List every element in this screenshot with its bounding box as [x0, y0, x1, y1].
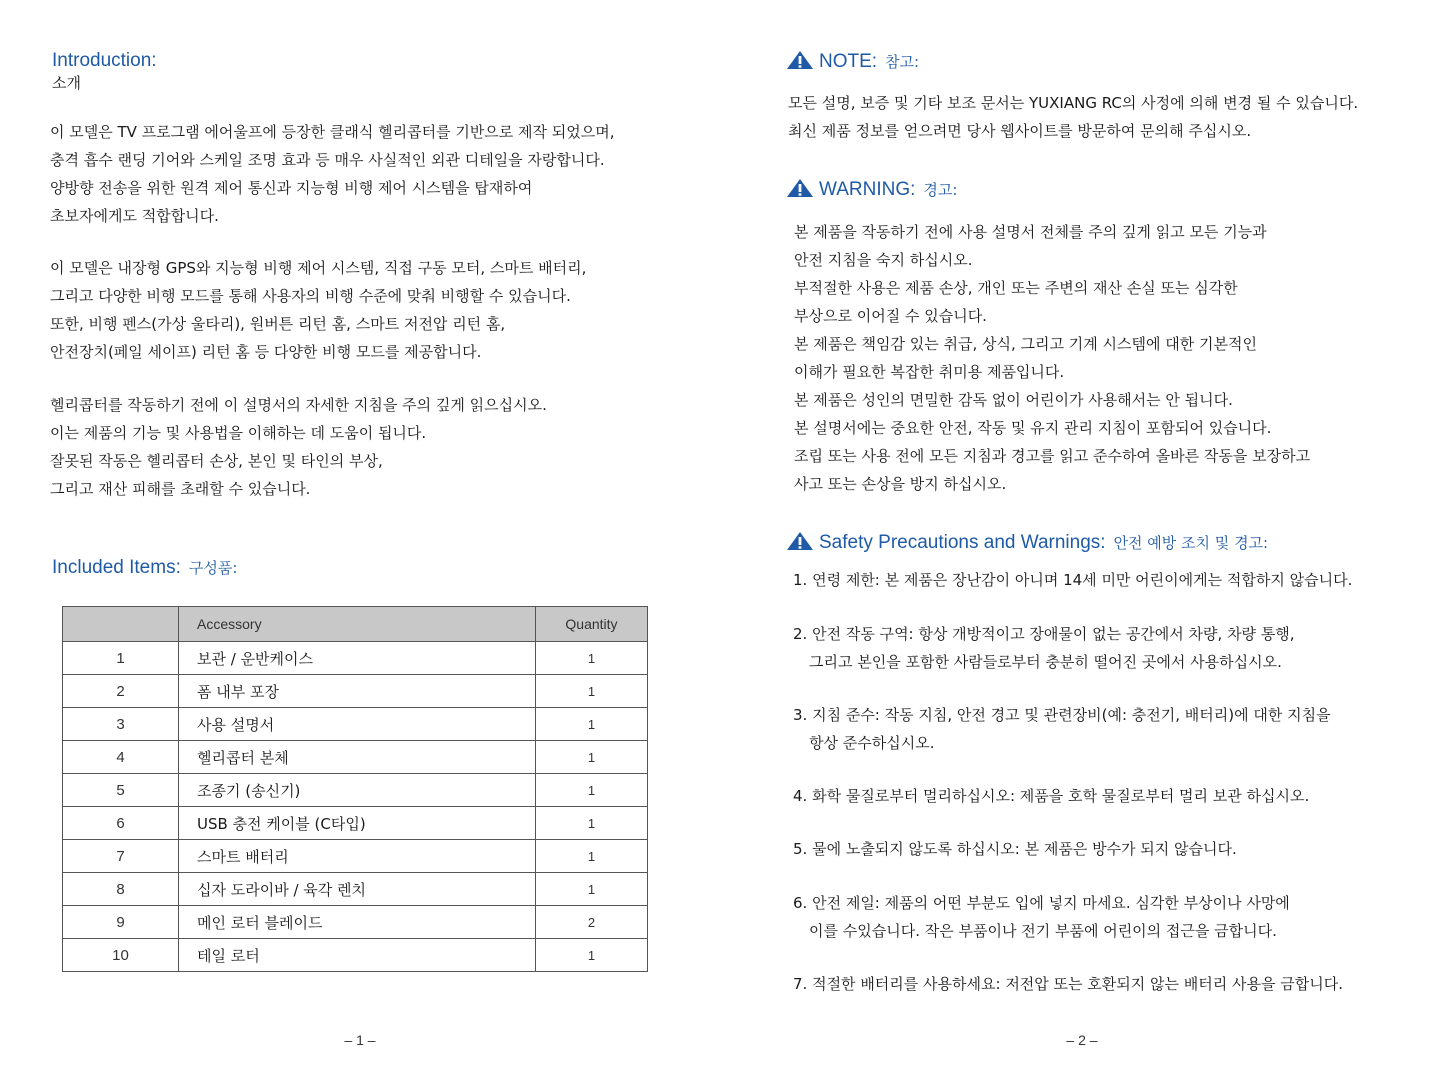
- text-line: 조립 또는 사용 전에 모든 지침과 경고를 읽고 준수하여 올바른 작동을 보장하고: [794, 447, 1311, 465]
- item-number: 1: [63, 642, 179, 675]
- text-line: 본 제품을 작동하기 전에 사용 설명서 전체를 주의 깊게 읽고 모든 기능과: [794, 223, 1267, 241]
- warning-triangle-icon: [786, 531, 814, 557]
- text-line: 사고 또는 손상을 방지 하십시오.: [794, 475, 1007, 493]
- text-line: 또한, 비행 펜스(가상 울타리), 원버튼 리턴 홈, 스마트 저전압 리턴 홈,: [50, 315, 506, 333]
- item-name: 폼 내부 포장: [179, 675, 536, 708]
- text-line: 본 설명서에는 중요한 안전, 작동 및 유지 관리 지침이 포함되어 있습니다.: [794, 419, 1272, 437]
- item-name: 테일 로터: [179, 939, 536, 972]
- item-name: USB 충전 케이블 (C타입): [179, 807, 536, 840]
- safety-title: Safety Precautions and Warnings:: [819, 532, 1106, 553]
- page-number: – 2 –: [1066, 1032, 1098, 1048]
- text-line: 부적절한 사용은 제품 손상, 개인 또는 주변의 재산 손실 또는 심각한: [794, 279, 1238, 297]
- list-item-line: 그리고 본인을 포함한 사람들로부터 충분히 떨어진 곳에서 사용하십시오.: [809, 653, 1282, 671]
- col-header-accessory: Accessory: [179, 607, 536, 642]
- page-number: – 1 –: [344, 1032, 376, 1048]
- text-line: 그리고 다양한 비행 모드를 통해 사용자의 비행 수준에 맞춰 비행할 수 있습니다.: [50, 287, 571, 305]
- text-line: 충격 흡수 랜딩 기어와 스케일 조명 효과 등 매우 사실적인 외관 디테일을 자랑합니다.: [50, 151, 605, 169]
- note-title: NOTE:: [819, 51, 878, 72]
- intro-paragraph-1: [50, 118, 615, 230]
- col-header-quantity: Quantity: [536, 607, 648, 642]
- list-item-line: 5. 물에 노출되지 않도록 하십시오: 본 제품은 방수가 되지 않습니다.: [793, 840, 1237, 858]
- item-quantity: 1: [536, 708, 648, 741]
- included-items-table: [62, 606, 648, 972]
- table-row: [63, 741, 648, 774]
- text-line: 안전 지침을 숙지 하십시오.: [794, 251, 973, 269]
- warning-title-ko: 경고:: [923, 181, 958, 199]
- list-item-line: 4. 화학 물질로부터 멀리하십시오: 제품을 호학 물질로부터 멀리 보관 하십시오.: [793, 787, 1310, 805]
- item-quantity: 1: [536, 642, 648, 675]
- item-quantity: 1: [536, 939, 648, 972]
- text-line: 헬리콥터를 작동하기 전에 이 설명서의 자세한 지침을 주의 깊게 읽으십시오.: [50, 396, 547, 414]
- safety-heading: [786, 531, 1268, 557]
- table-row: [63, 774, 648, 807]
- warning-triangle-icon: [786, 178, 814, 204]
- list-item-line: 1. 연령 제한: 본 제품은 장난감이 아니며 14세 미만 어린이에게는 적합하지 않습니다.: [793, 571, 1353, 589]
- list-item: [793, 620, 1295, 676]
- list-item-line: 3. 지침 준수: 작동 지침, 안전 경고 및 관련장비(예: 충전기, 배터리)에 대한 지침을: [793, 706, 1331, 724]
- item-name: 보관 / 운반케이스: [179, 642, 536, 675]
- item-quantity: 1: [536, 840, 648, 873]
- warning-text: [794, 218, 1310, 498]
- list-item: [793, 889, 1290, 945]
- item-quantity: 1: [536, 675, 648, 708]
- list-item: [793, 835, 1237, 863]
- text-line: 안전장치(페일 세이프) 리턴 홈 등 다양한 비행 모드를 제공합니다.: [50, 343, 482, 361]
- intro-title: Introduction:: [52, 50, 157, 71]
- item-number: 7: [63, 840, 179, 873]
- text-line: 이 모델은 TV 프로그램 에어울프에 등장한 클래식 헬리콥터를 기반으로 제작 되었으며,: [50, 123, 615, 141]
- table-row: [63, 807, 648, 840]
- text-line: 이는 제품의 기능 및 사용법을 이해하는 데 도움이 됩니다.: [50, 424, 427, 442]
- item-name: 헬리콥터 본체: [179, 741, 536, 774]
- included-items-title: [52, 557, 237, 579]
- text-line: 이해가 필요한 복잡한 취미용 제품입니다.: [794, 363, 1065, 381]
- table-row: [63, 840, 648, 873]
- table-row: [63, 939, 648, 972]
- table-row: [63, 708, 648, 741]
- included-items-title-ko: 구성품:: [188, 559, 238, 577]
- list-item-line: 이를 수있습니다. 작은 부품이나 전기 부품에 어린이의 접근을 금합니다.: [809, 922, 1277, 940]
- manual-page-2: [720, 0, 1440, 1080]
- list-item-line: 6. 안전 제일: 제품의 어떤 부분도 입에 넣지 마세요. 심각한 부상이나 사망에: [793, 894, 1290, 912]
- text-line: 모든 설명, 보증 및 기타 보조 문서는 YUXIANG RC의 사정에 의해 변경 될 수 있습니다.: [788, 94, 1359, 112]
- text-line: 본 제품은 성인의 면밀한 감독 없이 어린이가 사용해서는 안 됩니다.: [794, 391, 1233, 409]
- text-line: 최신 제품 정보를 얻으려면 당사 웹사이트를 방문하여 문의해 주십시오.: [788, 122, 1252, 140]
- text-line: 양방향 전송을 위한 원격 제어 통신과 지능형 비행 제어 시스템을 탑재하여: [50, 179, 533, 197]
- warning-heading: [786, 178, 957, 204]
- note-text: [788, 89, 1358, 145]
- item-quantity: 1: [536, 807, 648, 840]
- intro-subtitle: 소개: [52, 74, 81, 92]
- item-name: 조종기 (송신기): [179, 774, 536, 807]
- list-item: [793, 970, 1343, 998]
- table-row: [63, 675, 648, 708]
- col-header-number: [63, 607, 179, 642]
- list-item-line: 2. 안전 작동 구역: 항상 개방적이고 장애물이 없는 공간에서 차량, 차량 통행,: [793, 625, 1295, 643]
- item-number: 3: [63, 708, 179, 741]
- item-number: 2: [63, 675, 179, 708]
- text-line: 이 모델은 내장형 GPS와 지능형 비행 제어 시스템, 직접 구동 모터, 스마트 배터리,: [50, 259, 587, 277]
- text-line: 부상으로 이어질 수 있습니다.: [794, 307, 987, 325]
- text-line: 그리고 재산 피해를 초래할 수 있습니다.: [50, 480, 311, 498]
- safety-title-ko: 안전 예방 조치 및 경고:: [1113, 534, 1269, 552]
- item-quantity: 2: [536, 906, 648, 939]
- text-line: 본 제품은 책임감 있는 취급, 상식, 그리고 기계 시스템에 대한 기본적인: [794, 335, 1257, 353]
- table-row: [63, 906, 648, 939]
- table-row: [63, 873, 648, 906]
- item-name: 스마트 배터리: [179, 840, 536, 873]
- item-name: 메인 로터 블레이드: [179, 906, 536, 939]
- intro-paragraph-2: [50, 254, 586, 366]
- intro-paragraph-3: [50, 391, 547, 503]
- list-item: [793, 566, 1352, 594]
- text-line: 초보자에게도 적합합니다.: [50, 207, 219, 225]
- item-name: 십자 도라이바 / 육각 렌치: [179, 873, 536, 906]
- item-quantity: 1: [536, 873, 648, 906]
- note-title-ko: 참고:: [885, 53, 920, 71]
- item-number: 6: [63, 807, 179, 840]
- item-quantity: 1: [536, 774, 648, 807]
- warning-triangle-icon: [786, 50, 814, 76]
- item-number: 5: [63, 774, 179, 807]
- list-item-line: 7. 적절한 배터리를 사용하세요: 저전압 또는 호환되지 않는 배터리 사용을 금합니다.: [793, 975, 1343, 993]
- warning-title: WARNING:: [819, 179, 916, 200]
- included-items-title-en: Included Items:: [52, 557, 181, 578]
- table-row: [63, 642, 648, 675]
- item-number: 10: [63, 939, 179, 972]
- table-header-row: [63, 607, 648, 642]
- item-number: 9: [63, 906, 179, 939]
- item-number: 8: [63, 873, 179, 906]
- text-line: 잘못된 작동은 헬리콥터 손상, 본인 및 타인의 부상,: [50, 452, 383, 470]
- list-item: [793, 782, 1309, 810]
- item-name: 사용 설명서: [179, 708, 536, 741]
- item-number: 4: [63, 741, 179, 774]
- list-item: [793, 701, 1331, 757]
- note-heading: [786, 50, 919, 76]
- item-quantity: 1: [536, 741, 648, 774]
- list-item-line: 항상 준수하십시오.: [809, 734, 935, 752]
